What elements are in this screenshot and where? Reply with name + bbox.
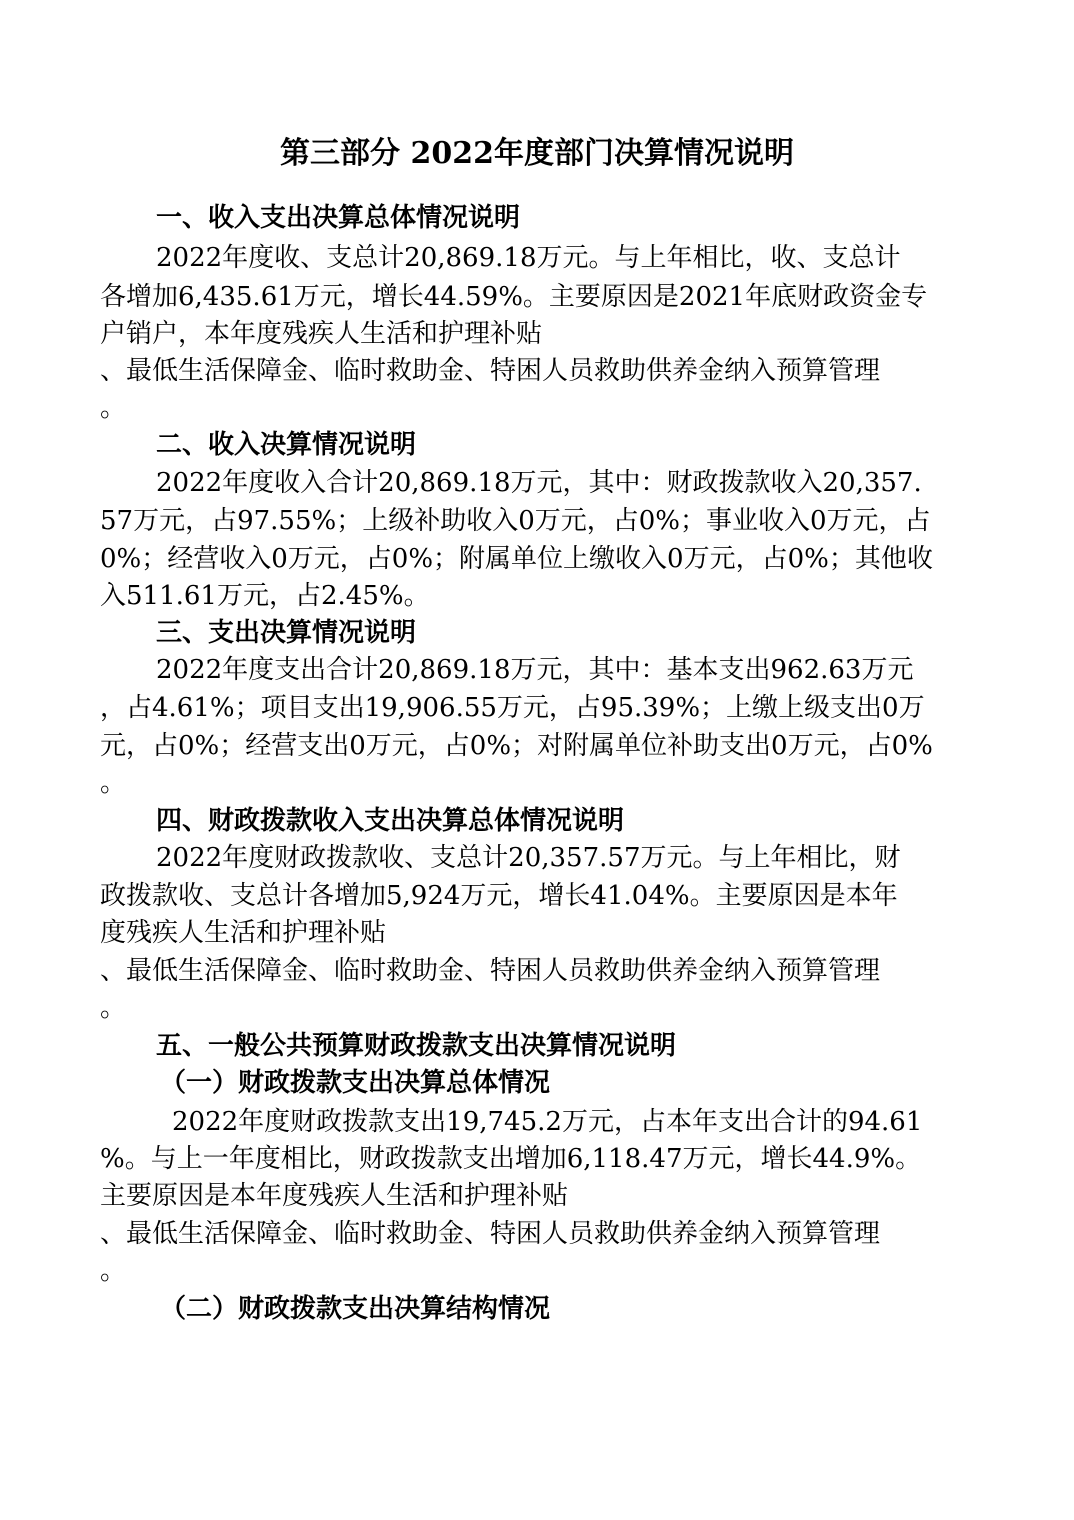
section-heading-3: 三、支出决算情况说明: [156, 618, 417, 648]
paragraph-line: 、最低生活保障金、临时救助金、特困人员救助供养金纳入预算管理: [100, 356, 881, 386]
paragraph-line: 政拨款收、支总计各增加5,924万元，增长41.04%。主要原因是本年: [100, 881, 898, 911]
section-heading-5: 五、一般公共预算财政拨款支出决算情况说明: [156, 1031, 677, 1061]
paragraph-line: 主要原因是本年度残疾人生活和护理补贴: [100, 1181, 569, 1211]
paragraph-line: 户销户，本年度残疾人生活和护理补贴: [100, 319, 543, 349]
paragraph-line: %。与上一年度相比，财政拨款支出增加6,118.47万元，增长44.9%。: [100, 1144, 922, 1174]
paragraph-line: 入511.61万元，占2.45%。: [100, 581, 430, 611]
paragraph-line: 、最低生活保障金、临时救助金、特困人员救助供养金纳入预算管理: [100, 1219, 881, 1249]
paragraph-line: 。: [100, 993, 127, 1023]
subsection-heading-1: （一）财政拨款支出决算总体情况: [160, 1068, 551, 1098]
paragraph-line: 2022年度收入合计20,869.18万元，其中：财政拨款收入20,357.: [156, 468, 922, 498]
paragraph-line: 各增加6,435.61万元，增长44.59%。主要原因是2021年底财政资金专: [100, 282, 928, 312]
section-heading-2: 二、收入决算情况说明: [156, 430, 417, 460]
paragraph-line: 2022年度支出合计20,869.18万元，其中：基本支出962.63万元: [156, 655, 914, 685]
paragraph-line: 元，占0%；经营支出0万元，占0%；对附属单位补助支出0万元，占0%: [100, 731, 933, 761]
paragraph-line: 57万元，占97.55%；上级补助收入0万元，占0%；事业收入0万元，占: [100, 506, 931, 536]
section-heading-1: 一、收入支出决算总体情况说明: [156, 203, 521, 233]
paragraph-line: ，占4.61%；项目支出19,906.55万元，占95.39%；上缴上级支出0万: [100, 693, 925, 723]
subsection-heading-2: （二）财政拨款支出决算结构情况: [160, 1294, 551, 1324]
paragraph-line: 。: [100, 1256, 127, 1286]
paragraph-line: 2022年度财政拨款收、支总计20,357.57万元。与上年相比，财: [156, 843, 901, 873]
section-heading-4: 四、财政拨款收入支出决算总体情况说明: [156, 806, 625, 836]
paragraph-line: 2022年度收、支总计20,869.18万元。与上年相比，收、支总计: [156, 243, 901, 273]
paragraph-line: 。: [100, 768, 127, 798]
paragraph-line: 2022年度财政拨款支出19,745.2万元，占本年支出合计的94.61: [172, 1107, 923, 1137]
paragraph-line: 0%；经营收入0万元，占0%；附属单位上缴收入0万元，占0%；其他收: [100, 544, 933, 574]
paragraph-line: 。: [100, 393, 127, 423]
paragraph-line: 、最低生活保障金、临时救助金、特困人员救助供养金纳入预算管理: [100, 956, 881, 986]
page-title: 第三部分 2022年度部门决算情况说明: [280, 136, 794, 171]
paragraph-line: 度残疾人生活和护理补贴: [100, 918, 387, 948]
